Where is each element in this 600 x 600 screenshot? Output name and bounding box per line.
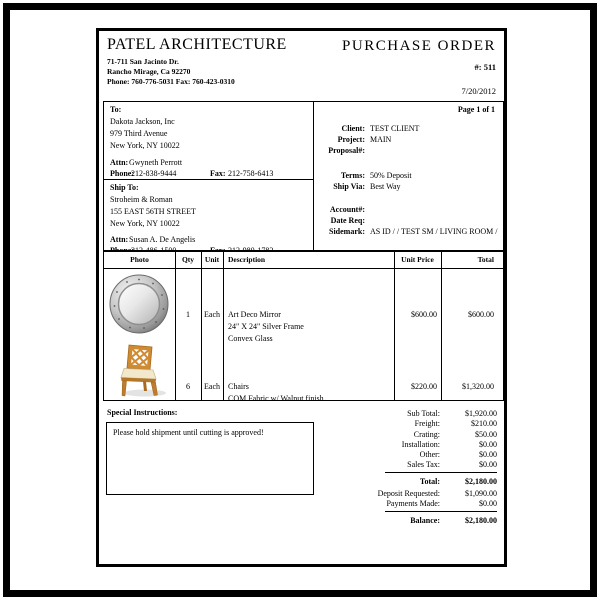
col-header-description: Description — [228, 255, 266, 264]
to-attn-label: Attn: — [110, 158, 129, 167]
col-divider-desc-price — [394, 252, 395, 400]
col-divider-photo-qty — [175, 252, 176, 400]
project-value: MAIN — [370, 135, 392, 144]
shipto-attn-value: Susan A. De Angelis — [129, 235, 196, 244]
company-phone-fax: Phone: 760-776-5031 Fax: 760-423-0310 — [107, 77, 235, 86]
company-address-line2: Rancho Mirage, Ca 92270 — [107, 67, 191, 76]
col-header-qty: Qty — [181, 255, 195, 264]
po-number: #: 511 — [474, 62, 496, 72]
terms-label: Terms: — [340, 171, 365, 180]
row1-total: $600.00 — [468, 310, 494, 319]
row2-unit: Each — [204, 382, 220, 391]
order-info-box — [103, 101, 504, 251]
row1-unit-price: $600.00 — [411, 310, 437, 319]
other-label: Other: — [419, 450, 440, 459]
balance-value: $2,180.00 — [465, 516, 497, 525]
to-address1: 979 Third Avenue — [110, 129, 168, 138]
balance-label: Balance: — [410, 516, 440, 525]
client-value: TEST CLIENT — [370, 124, 420, 133]
freight-label: Freight: — [414, 419, 440, 428]
shipvia-value: Best Way — [370, 182, 401, 191]
subtotal-label: Sub Total: — [407, 409, 440, 418]
account-label: Account#: — [329, 205, 365, 214]
to-attn-value: Gwyneth Perrott — [129, 158, 183, 167]
col-header-photo: Photo — [130, 255, 149, 264]
to-label: To: — [110, 105, 122, 114]
to-name: Dakota Jackson, Inc — [110, 117, 175, 126]
payments-made-label: Payments Made: — [386, 499, 440, 508]
special-instructions-text: Please hold shipment until cutting is approved! — [113, 428, 264, 437]
installation-label: Installation: — [401, 440, 440, 449]
datereq-label: Date Req: — [330, 216, 365, 225]
freight-value: $210.00 — [471, 419, 497, 428]
other-value: $0.00 — [479, 450, 497, 459]
purchase-order-document — [96, 28, 507, 567]
row2-desc-line2: COM Fabric w/ Walnut finish — [228, 394, 324, 403]
shipto-address2: New York, NY 10022 — [110, 219, 180, 228]
row1-unit: Each — [204, 310, 220, 319]
col-divider-price-total — [441, 252, 442, 400]
terms-value: 50% Deposit — [370, 171, 412, 180]
shipto-label: Ship To: — [110, 183, 139, 192]
po-date: 7/20/2012 — [461, 86, 496, 96]
salestax-value: $0.00 — [479, 460, 497, 469]
special-instructions-box — [106, 422, 314, 495]
col-header-total: Total — [477, 255, 494, 264]
row2-total: $1,320.00 — [462, 382, 494, 391]
col-divider-qty-unit — [201, 252, 202, 400]
row2-qty: 6 — [186, 382, 190, 391]
shipvia-label: Ship Via: — [333, 182, 365, 191]
project-label: Project: — [337, 135, 365, 144]
row2-desc-line1: Chairs — [228, 382, 249, 391]
row1-desc-line1: Art Deco Mirror — [228, 310, 281, 319]
to-phone-label: Phone: — [110, 169, 134, 178]
client-label: Client: — [341, 124, 365, 133]
art-deco-mirror-photo — [108, 273, 170, 335]
balance-rule — [385, 511, 497, 512]
shipto-address1: 155 EAST 56TH STREET — [110, 207, 196, 216]
row2-unit-price: $220.00 — [411, 382, 437, 391]
row1-desc-line3: Convex Glass — [228, 334, 273, 343]
chair-photo — [112, 342, 170, 398]
crating-label: Crating: — [413, 430, 440, 439]
to-phone-value: 212-838-9444 — [131, 169, 177, 178]
shipto-name: Stroheim & Roman — [110, 195, 173, 204]
to-address2: New York, NY 10022 — [110, 141, 180, 150]
total-label: Total: — [419, 477, 440, 486]
row1-desc-line2: 24" X 24" Silver Frame — [228, 322, 304, 331]
line-item-table — [103, 251, 504, 401]
special-instructions-label: Special Instructions: — [107, 408, 178, 417]
sidemark-value: AS ID / / TEST SM / LIVING ROOM / — [370, 227, 498, 236]
payments-made-value: $0.00 — [479, 499, 497, 508]
company-address-line1: 71-711 San Jacinto Dr. — [107, 57, 179, 66]
salestax-label: Sales Tax: — [407, 460, 440, 469]
to-fax-value: 212-758-6413 — [228, 169, 274, 178]
shipto-attn-label: Attn: — [110, 235, 129, 244]
sidemark-label: Sidemark: — [329, 227, 365, 236]
total-value: $2,180.00 — [465, 477, 497, 486]
col-divider-unit-desc — [223, 252, 224, 400]
col-header-unitprice: Unit Price — [401, 255, 434, 264]
table-header-divider — [104, 268, 503, 269]
subtotal-value: $1,920.00 — [465, 409, 497, 418]
col-header-unit: Unit — [204, 255, 220, 264]
to-fax-label: Fax: — [210, 169, 226, 178]
deposit-requested-label: Deposit Requested: — [377, 489, 440, 498]
row1-qty: 1 — [186, 310, 190, 319]
installation-value: $0.00 — [479, 440, 497, 449]
document-title: PURCHASE ORDER — [342, 38, 496, 54]
proposal-label: Proposal#: — [328, 146, 365, 155]
company-name: PATEL ARCHITECTURE — [107, 36, 287, 53]
deposit-requested-value: $1,090.00 — [465, 489, 497, 498]
page-indicator: Page 1 of 1 — [457, 105, 495, 114]
crating-value: $50.00 — [475, 430, 497, 439]
total-rule — [385, 472, 497, 473]
